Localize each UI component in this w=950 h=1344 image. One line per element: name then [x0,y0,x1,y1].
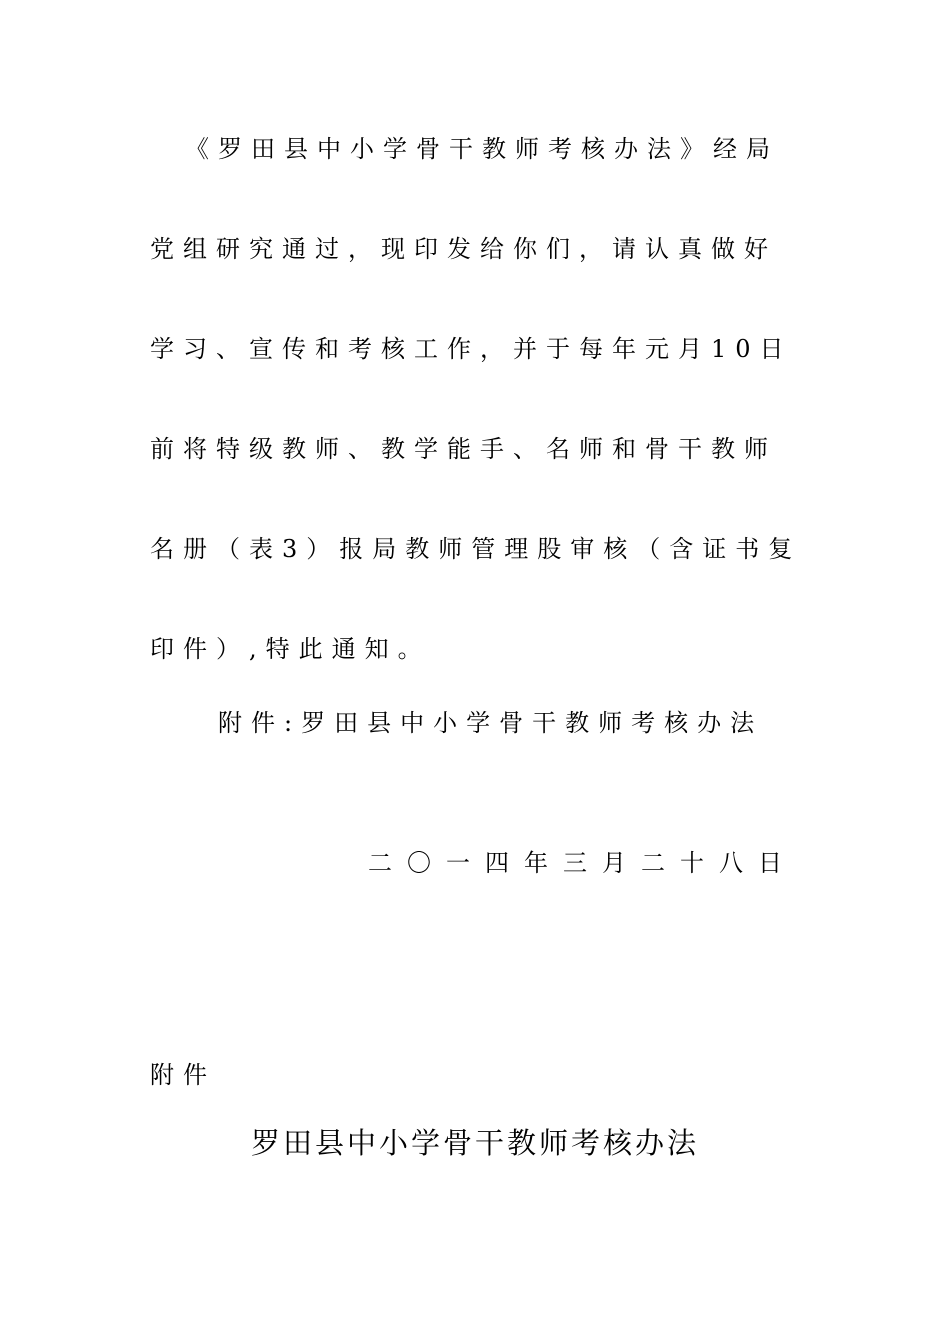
appendix-title: 罗田县中小学骨干教师考核办法 [250,1126,699,1160]
document-date: 二〇一四年三月二十八日 [368,849,797,877]
appendix-label: 附件 [150,1061,216,1089]
paragraph-line-2: 党组研究通过，现印发给你们，请认真做好 [150,235,777,263]
paragraph-line-4: 前将特级教师、教学能手、名师和骨干教师 [150,435,777,463]
paragraph-line-5: 名册（表3）报局教师管理股审核（含证书复 [150,535,802,563]
paragraph-line-3: 学习、宣传和考核工作，并于每年元月10日 [150,335,793,363]
paragraph-line-1: 《罗田县中小学骨干教师考核办法》经局 [185,135,779,163]
attachment-note: 附件:罗田县中小学骨干教师考核办法 [218,709,764,737]
paragraph-line-6: 印件）,特此通知。 [150,635,431,663]
